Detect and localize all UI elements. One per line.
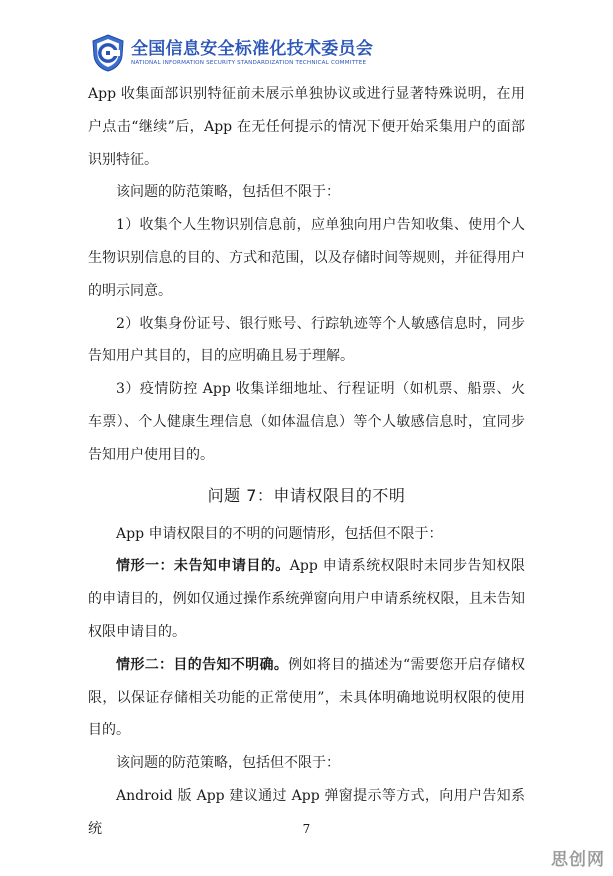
paragraph-case-2 <box>88 649 525 747</box>
page-number: 7 <box>302 822 311 836</box>
paragraph-android-strategy: Android 版 App 建议通过 App 弹窗提示等方式，向用户告知系统 <box>88 787 525 837</box>
case-2-lead: 情形二：目的告知不明确。 <box>116 656 289 673</box>
paragraph-strategy-3: 3）疫情防控 App 收集详细地址、行程证明（如机票、船票、火车票）、个人健康生理信息（如体温信息）等个人敏感信息时，宜同步告知用户使用目的。 <box>88 381 525 463</box>
tc260-logo-icon <box>91 34 125 72</box>
organization-name-cn: 全国信息安全标准化技术委员会 <box>131 39 374 59</box>
section-heading-issue-7: 问题 7：申请权限目的不明 <box>207 485 406 505</box>
paragraph-strategy-intro-2: 该问题的防范策略，包括但不限于： <box>116 755 340 772</box>
paragraph-strategy-2: 2）收集身份证号、银行账号、行踪轨迹等个人敏感信息时，同步告知用户其目的，目的应明确且易于理解。 <box>88 315 525 365</box>
paragraph-issue-7-intro: App 申请权限目的不明的问题情形，包括但不限于： <box>116 525 443 542</box>
paragraph-strategy-1: 1）收集个人生物识别信息前，应单独向用户告知收集、使用个人生物识别信息的目的、方式和范围，以及存储时间等规则，并征得用户的明示同意。 <box>88 217 525 299</box>
paragraph-face-recognition: App 收集面部识别特征前未展示单独协议或进行显著特殊说明，在用户点击“继续”后，App 在无任何提示的情况下便开始采集用户的面部识别特征。 <box>88 86 525 168</box>
case-2-text: 例如将目的描述为“需要您开启存储权限，以保证存储相关功能的正常使用”，未具体明确地说明权限的使用目的。 <box>88 656 525 739</box>
site-watermark: 思创网 <box>551 850 605 870</box>
document-header <box>91 33 373 73</box>
paragraph-strategy-intro: 该问题的防范策略，包括但不限于： <box>116 184 340 201</box>
case-1-lead: 情形一：未告知申请目的。 <box>116 558 290 575</box>
organization-name-en: NATIONAL INFORMATION SECURITY STANDARDIZATION TECHNICAL COMMITTEE <box>131 60 367 66</box>
paragraph-case-1 <box>88 550 525 648</box>
case-1-text: App 申请系统权限时未同步告知权限的申请目的，例如仅通过操作系统弹窗向用户申请系统权限，且未告知权限申请目的。 <box>88 558 526 640</box>
document-body <box>88 78 525 846</box>
